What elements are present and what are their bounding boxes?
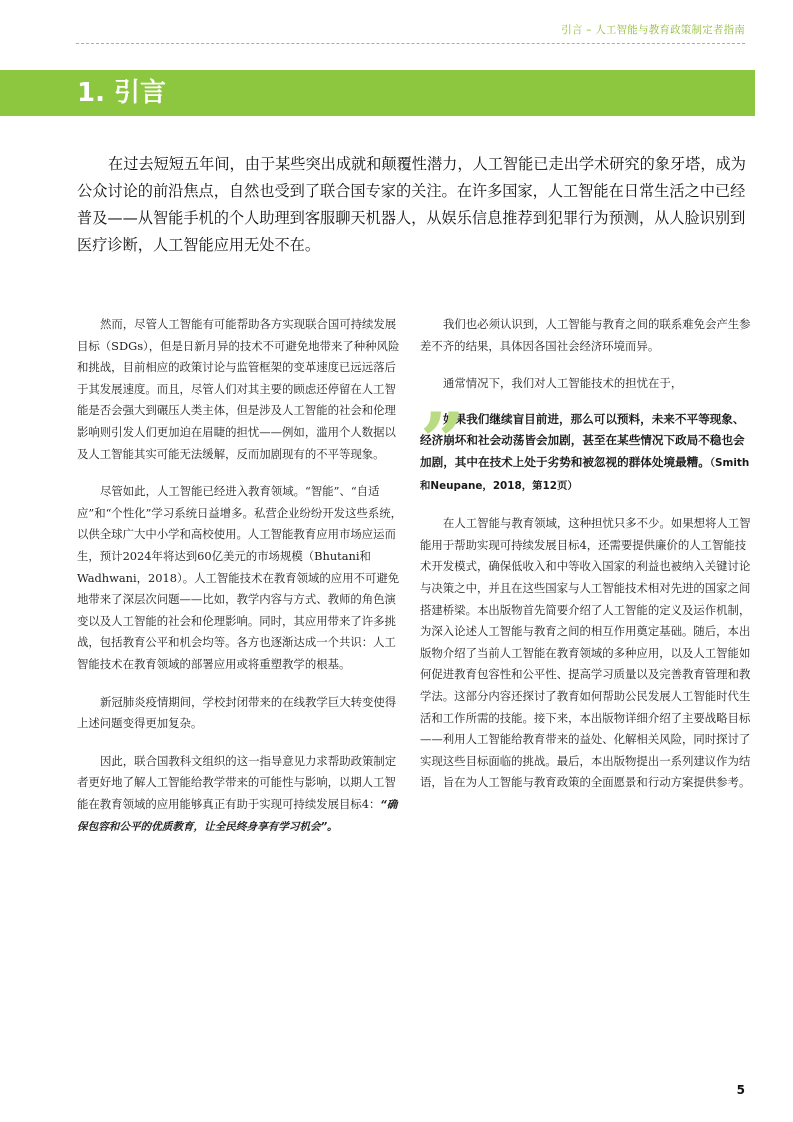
- sdg4-goal-quote: “确保包容和公平的优质教育，让全民终身享有学习机会”。: [77, 798, 398, 834]
- left-column: [77, 314, 403, 855]
- running-header: 引言 – 人工智能与教育政策制定者指南: [561, 24, 745, 36]
- body-paragraph: 尽管如此，人工智能已经进入教育领域。“智能”、“自适应”和“个性化”学习系统日益增多。私营企业纷纷开发这些系统，以供全球广大中小学和高校使用。人工智能教育应用市场应运而生，预计2024年将达到60亿美元的市场规模（Bhutani和Wadhwani，2018）。人工智能技术在教育领域的应用不可避免地带来了深层次问题——比如，教学内容与方式、教师的角色演变以及人工智能的社会和伦理影响。同时，其应用带来了许多挑战，包括教育公平和机会均等。各方也逐渐达成一个共识：人工智能技术在教育领域的部署应用或将重塑教学的根基。: [77, 484, 403, 671]
- quote-mark-icon: ”: [420, 395, 465, 487]
- pull-quote: [420, 395, 753, 497]
- quote-body: 如果我们继续盲目前进，那么可以预料，未来不平等现象、经济崩坏和社会动荡皆会加剧，甚至在某些情况下政局不稳也会加剧，其中在技术上处于劣势和被忽视的群体处境最糟。: [420, 411, 745, 469]
- section-title: 1. 引言: [77, 78, 167, 108]
- body-paragraph: [77, 751, 403, 839]
- body-paragraph: 我们也必须认识到，人工智能与教育之间的联系难免会产生参差不齐的结果，具体因各国社会经济环境而异。: [420, 317, 751, 353]
- header-divider: [76, 43, 745, 44]
- body-paragraph: 然而，尽管人工智能有可能帮助各方实现联合国可持续发展目标（SDGs），但是日新月异的技术不可避免地带来了种种风险和挑战，目前相应的政策讨论与监管框架的变革速度已远远落后于其发展速度。而且，尽管人们对其主要的顾虑还停留在人工智能是否会强大到碾压人类主体，但是涉及人工智能的社会和伦理影响则引发人们更加迫在眉睫的担忧——例如，滥用个人数据以及人工智能其实可能无法缓解，反而加剧现有的不平等现象。: [77, 317, 400, 461]
- body-paragraph: 在人工智能与教育领域，这种担忧只多不少。如果想将人工智能用于帮助实现可持续发展目标4，还需要提供廉价的人工智能技术开发模式，确保低收入和中等收入国家的利益也被纳入关键讨论与决策之中，并且在这些国家与人工智能技术相对先进的国家之间搭建桥梁。本出版物首先简要介绍了人工智能的定义及运作机制，为深入论述人工智能与教育之间的相互作用奠定基础。随后，本出版物介绍了当前人工智能在教育领域的多种应用，以及人工智能如何促进教育包容性和公平性、提高学习质量以及完善教育管理和教学法。这部分内容还探讨了教育如何帮助公民发展人工智能时代生活和工作所需的技能。接下来，本出版物详细介绍了主要战略目标——利用人工智能给教育带来的益处、化解相关风险，同时探讨了实现这些目标面临的挑战。最后，本出版物提出一系列建议作为结语，旨在为人工智能与教育政策的全面愿景和行动方案提供参考。: [420, 516, 751, 790]
- body-text: 因此，联合国教科文组织的这一指导意见力求帮助政策制定者更好地了解人工智能给教学带来的可能性与影响，以期人工智能在教育领域的应用能够真正有助于实现可持续发展目标4：: [77, 753, 397, 811]
- page-number: 5: [736, 1083, 745, 1097]
- body-paragraph: 新冠肺炎疫情期间，学校封闭带来的在线教学巨大转变使得上述问题变得更加复杂。: [77, 694, 397, 731]
- right-column: [420, 314, 753, 810]
- pull-quote-text: [420, 409, 753, 497]
- quote-citation: （Smith和Neupane，2018，第12页）: [420, 456, 750, 492]
- intro-paragraph: 在过去短短五年间，由于某些突出成就和颠覆性潜力，人工智能已走出学术研究的象牙塔，成为公众讨论的前沿焦点，自然也受到了联合国专家的关注。在许多国家，人工智能在日常生活之中已经普及——从智能手机的个人助理到客服聊天机器人，从娱乐信息推荐到犯罪行为预测，从人脸识别到医疗诊断，人工智能应用无处不在。: [77, 155, 746, 254]
- body-paragraph: 通常情况下，我们对人工智能技术的担忧在于，: [443, 376, 683, 391]
